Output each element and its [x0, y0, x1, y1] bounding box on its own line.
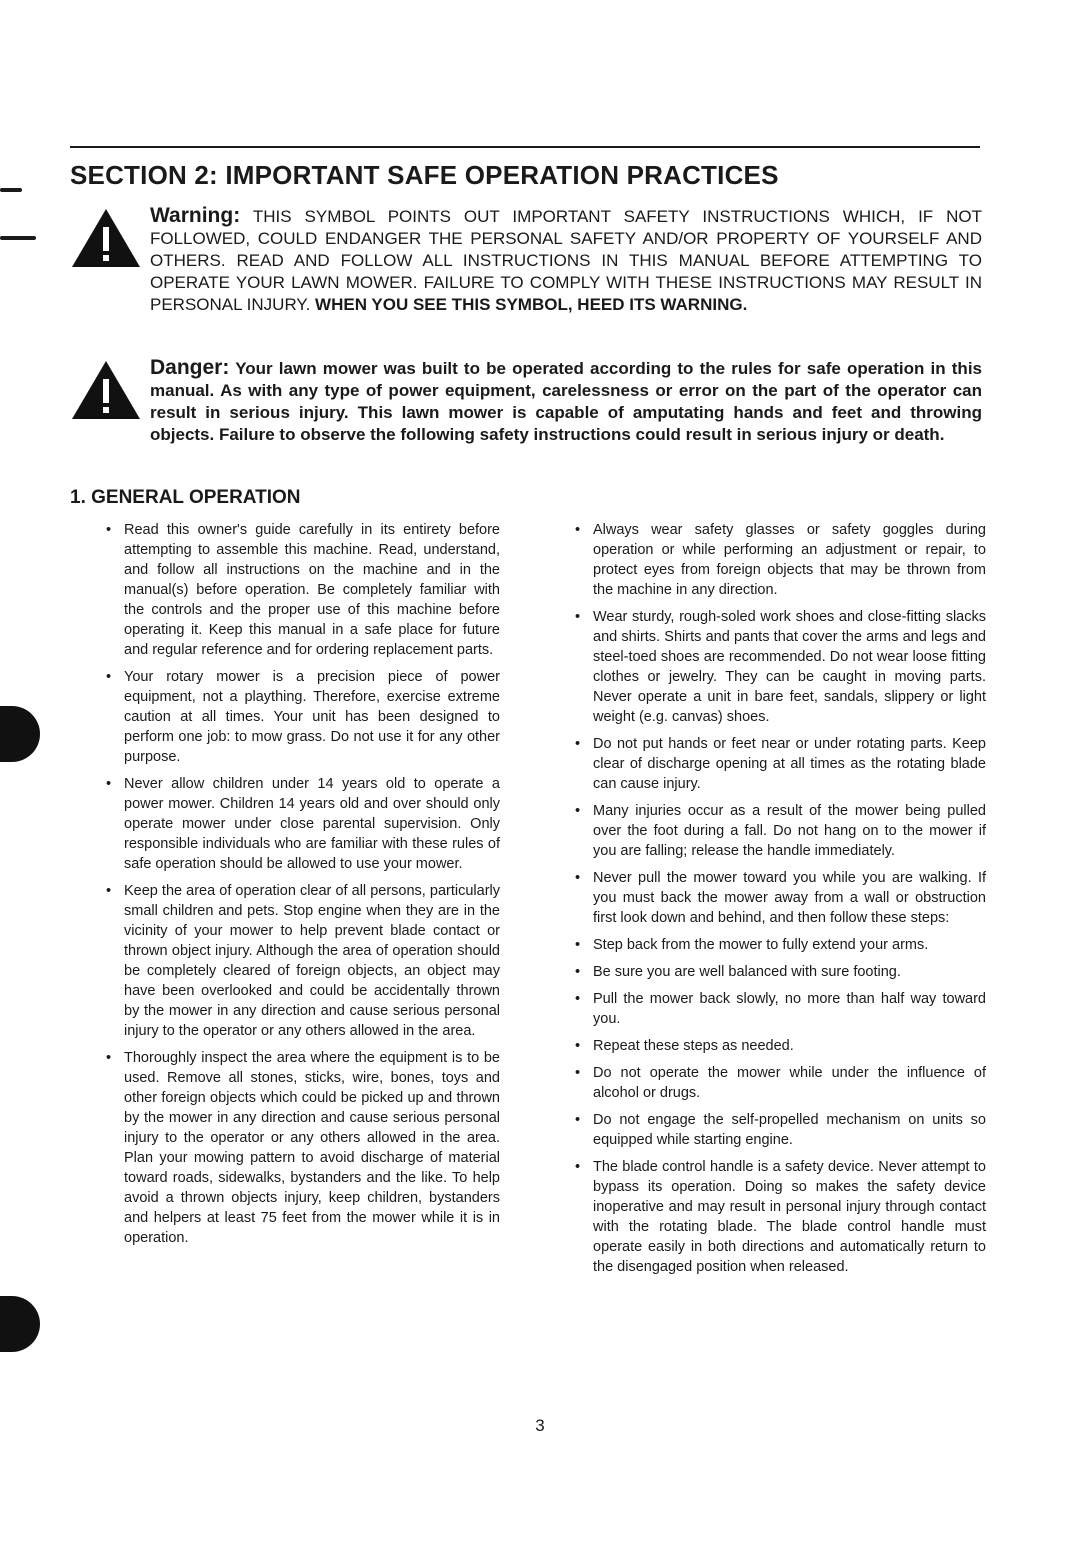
bullet-icon: • — [575, 522, 581, 538]
bullet-icon: • — [575, 803, 581, 819]
bullet-icon: • — [575, 964, 581, 980]
right-bullet-list — [573, 520, 986, 1277]
bullet-icon: • — [575, 1065, 581, 1081]
list-item: • Pull the mower back slowly, no more than half way toward you. — [575, 991, 986, 1027]
list-item: • Always wear safety glasses or safety goggles during operation or while performing an adjustment or repair, to protect eyes from foreign objects that may be thrown from the machine in any direction. — [575, 522, 986, 598]
bullet-icon: • — [575, 1038, 581, 1054]
bullet-icon: • — [575, 991, 581, 1007]
section-rule — [70, 146, 980, 148]
bullet-icon: • — [575, 736, 581, 752]
warning-triangle-icon — [70, 207, 142, 269]
list-item: • Keep the area of operation clear of all persons, particularly small children and pets. Stop engine when they are in the vicinity of your mower to help prevent blade contact or thrown object injury. Although the area of operation should be completely cleared of foreign objects, an object may have been overlooked and could be accidentally thrown by the mower in any direction and cause serious personal injury to the operator or any others allowed in the area. — [106, 883, 500, 1039]
danger-label: Danger: — [150, 356, 230, 379]
margin-dash-top — [0, 188, 22, 192]
list-item: • Do not engage the self-propelled mechanism on units so equipped while starting engine. — [575, 1112, 986, 1148]
left-column — [104, 520, 500, 1255]
list-item: • Your rotary mower is a precision piece of power equipment, not a plaything. Therefore, exercise extreme caution at all times. Your unit has been designed to perform one job: to mow grass. Do not use it for any other purpose. — [106, 669, 500, 765]
bullet-icon: • — [106, 669, 112, 685]
bullet-icon: • — [575, 937, 581, 953]
bullet-icon: • — [106, 776, 112, 792]
list-item: • Never allow children under 14 years old to operate a power mower. Children 14 years old and over should only operate mower under close parental supervision. Only responsible individuals who are familiar with these rules of safe operation should be allowed to use your mower. — [106, 776, 500, 872]
list-item: • The blade control handle is a safety device. Never attempt to bypass its operation. Doing so makes the safety device inoperative and may result in personal injury through contact with the rotating blade. The blade control handle must operate easily in both directions and automatically return to the disengaged position when released. — [575, 1159, 986, 1275]
list-item: • Repeat these steps as needed. — [575, 1038, 794, 1054]
list-item: • Never pull the mower toward you while you are walking. If you must back the mower away from a wall or obstruction first look down and behind, and then follow these steps: — [575, 870, 986, 926]
list-item: • Be sure you are well balanced with sure footing. — [575, 964, 901, 980]
binder-hole-lower — [0, 1296, 40, 1352]
list-item: • Step back from the mower to fully extend your arms. — [575, 937, 929, 953]
danger-body: Your lawn mower was built to be operated according to the rules for safe operation in this manual. As with any type of power equipment, carelessness or error on the part of the operator can result in serious injury. This lawn mower is capable of amputating hands and feet and throwing objects. Failure to observe the following safety instructions could result in serious injury or death. — [150, 359, 982, 444]
page-number: 3 — [535, 1416, 545, 1435]
list-item: • Read this owner's guide carefully in its entirety before attempting to assemble this machine. Read, understand, and follow all instructions on the machine and in the manual(s) before operation. Be completely familiar with the controls and the proper use of this machine before operating it. Keep this manual in a safe place for future and regular reference and for ordering replacement parts. — [106, 522, 500, 658]
list-item: • Many injuries occur as a result of the mower being pulled over the foot during a fall. Do not hang on to the mower if you are falling; release the handle immediately. — [575, 803, 986, 859]
warning-notice — [70, 205, 982, 316]
binder-hole-upper — [0, 706, 40, 762]
danger-notice — [70, 357, 982, 446]
bullet-icon: • — [106, 522, 112, 538]
list-item: • Wear sturdy, rough-soled work shoes and close-fitting slacks and shirts. Shirts and pants that cover the arms and legs and steel-toed shoes are recommended. Do not wear loose fitting clothes or jewelry. They can be caught in moving parts. Never operate a unit in bare feet, sandals, slippery or light weight (e.g. canvas) shoes. — [575, 609, 986, 725]
bullet-icon: • — [106, 1050, 112, 1066]
right-column — [573, 520, 986, 1284]
list-item: • Do not operate the mower while under the influence of alcohol or drugs. — [575, 1065, 986, 1101]
bullet-icon: • — [575, 870, 581, 886]
list-item: • Thoroughly inspect the area where the equipment is to be used. Remove all stones, sticks, wire, bones, toys and other foreign objects which could be picked up and thrown by the mower in any direction and cause serious personal injury to the operator or any others allowed in the area. Plan your mowing pattern to avoid discharge of material toward roads, sidewalks, bystanders and the like. To help avoid a thrown objects injury, keep children, bystanders and helpers at least 75 feet from the mower while it is in operation. — [106, 1050, 500, 1246]
general-operation-heading: 1. GENERAL OPERATION — [70, 487, 301, 508]
warning-emphasis: WHEN YOU SEE THIS SYMBOL, HEED ITS WARNING. — [315, 295, 748, 314]
danger-triangle-icon — [70, 359, 142, 421]
warning-body: THIS SYMBOL POINTS OUT IMPORTANT SAFETY INSTRUCTIONS WHICH, IF NOT FOLLOWED, COULD ENDANGER THE PERSONAL SAFETY AND/OR PROPERTY OF YOURSELF AND OTHERS. READ AND FOLLOW ALL INSTRUCTIONS IN THIS MANUAL BEFORE ATTEMPTING TO OPERATE YOUR LAWN MOWER. FAILURE TO COMPLY WITH THESE INSTRUCTIONS MAY RESULT IN PERSONAL INJURY. — [150, 207, 982, 314]
section-title: SECTION 2: IMPORTANT SAFE OPERATION PRACTICES — [70, 160, 779, 190]
warning-label: Warning: — [150, 204, 241, 227]
bullet-icon: • — [575, 609, 581, 625]
danger-text — [150, 357, 982, 446]
margin-dash-bottom — [0, 236, 36, 240]
warning-text — [150, 205, 982, 316]
left-bullet-list — [104, 520, 500, 1248]
list-item: • Do not put hands or feet near or under rotating parts. Keep clear of discharge opening at all times as the rotating blade can cause injury. — [575, 736, 986, 792]
bullet-icon: • — [575, 1159, 581, 1175]
bullet-icon: • — [575, 1112, 581, 1128]
bullet-icon: • — [106, 883, 112, 899]
